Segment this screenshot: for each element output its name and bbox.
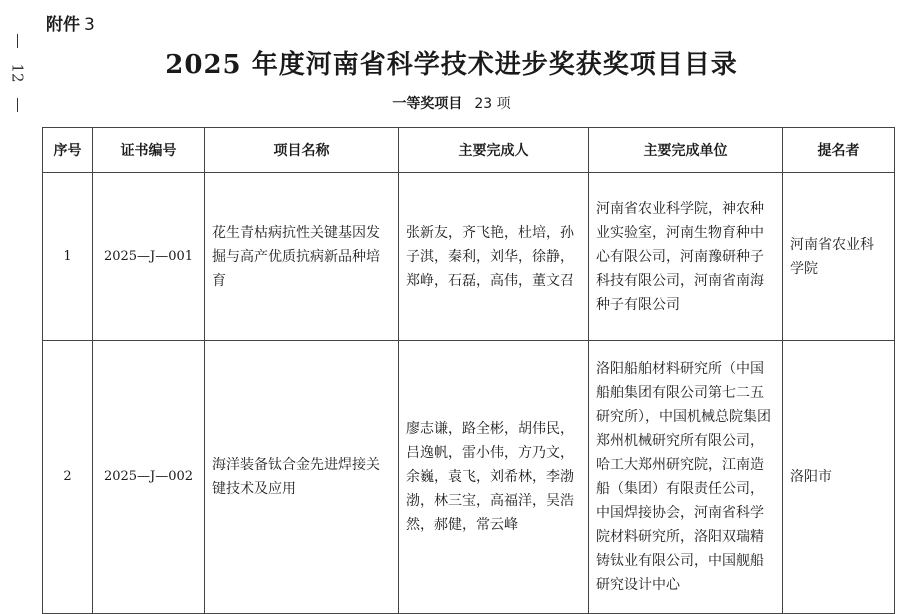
cell-cert-number: 2025—J—002 bbox=[93, 341, 205, 614]
page-number: 12 bbox=[8, 63, 27, 83]
cell-project-name: 花生青枯病抗性关键基因发掘与高产优质抗病新品种培育 bbox=[205, 173, 399, 341]
table-row bbox=[43, 173, 895, 341]
awards-table bbox=[42, 127, 895, 614]
attachment-label bbox=[46, 10, 95, 35]
header-cert-number: 证书编号 bbox=[93, 128, 205, 173]
table-header-row bbox=[43, 128, 895, 173]
cell-index: 2 bbox=[43, 341, 93, 614]
header-project-name: 项目名称 bbox=[205, 128, 399, 173]
cell-nominator: 洛阳市 bbox=[783, 341, 895, 614]
table-row bbox=[43, 341, 895, 614]
attachment-number: 3 bbox=[84, 15, 95, 35]
award-count: 23 项 bbox=[474, 96, 511, 112]
cell-main-persons: 廖志谦，路全彬，胡伟民，吕逸帆，雷小伟，方乃文，余巍，袁飞，刘希林，李渤渤，林三宝，高福洋，吴浩然，郝健，常云峰 bbox=[399, 341, 589, 614]
cell-index: 1 bbox=[43, 173, 93, 341]
header-main-units: 主要完成单位 bbox=[589, 128, 783, 173]
cell-nominator: 河南省农业科学院 bbox=[783, 173, 895, 341]
cell-cert-number: 2025—J—001 bbox=[93, 173, 205, 341]
header-main-persons: 主要完成人 bbox=[399, 128, 589, 173]
cell-main-units: 河南省农业科学院，神农种业实验室，河南生物育种中心有限公司，河南豫研种子科技有限公司，河南省南海种子有限公司 bbox=[589, 173, 783, 341]
cell-project-name: 海洋装备钛合金先进焊接关键技术及应用 bbox=[205, 341, 399, 614]
cell-main-persons: 张新友，齐飞艳，杜培，孙子淇，秦利，刘华，徐静，郑峥，石磊，高伟，董文召 bbox=[399, 173, 589, 341]
document-title: 2025 年度河南省科学技术进步奖获奖项目目录 bbox=[165, 50, 738, 80]
award-level: 一等奖项目 bbox=[392, 96, 463, 112]
award-level-line bbox=[0, 93, 903, 113]
attachment-text: 附件 bbox=[46, 15, 80, 35]
header-nominator: 提名者 bbox=[783, 128, 895, 173]
header-index: 序号 bbox=[43, 128, 93, 173]
cell-main-units: 洛阳船舶材料研究所（中国船舶集团有限公司第七二五研究所），中国机械总院集团郑州机械研究所有限公司，哈工大郑州研究院，江南造船（集团）有限责任公司，中国焊接协会，河南省科学院材料研究所，洛阳双瑞精铸钛业有限公司，中国舰船研究设计中心 bbox=[589, 341, 783, 614]
